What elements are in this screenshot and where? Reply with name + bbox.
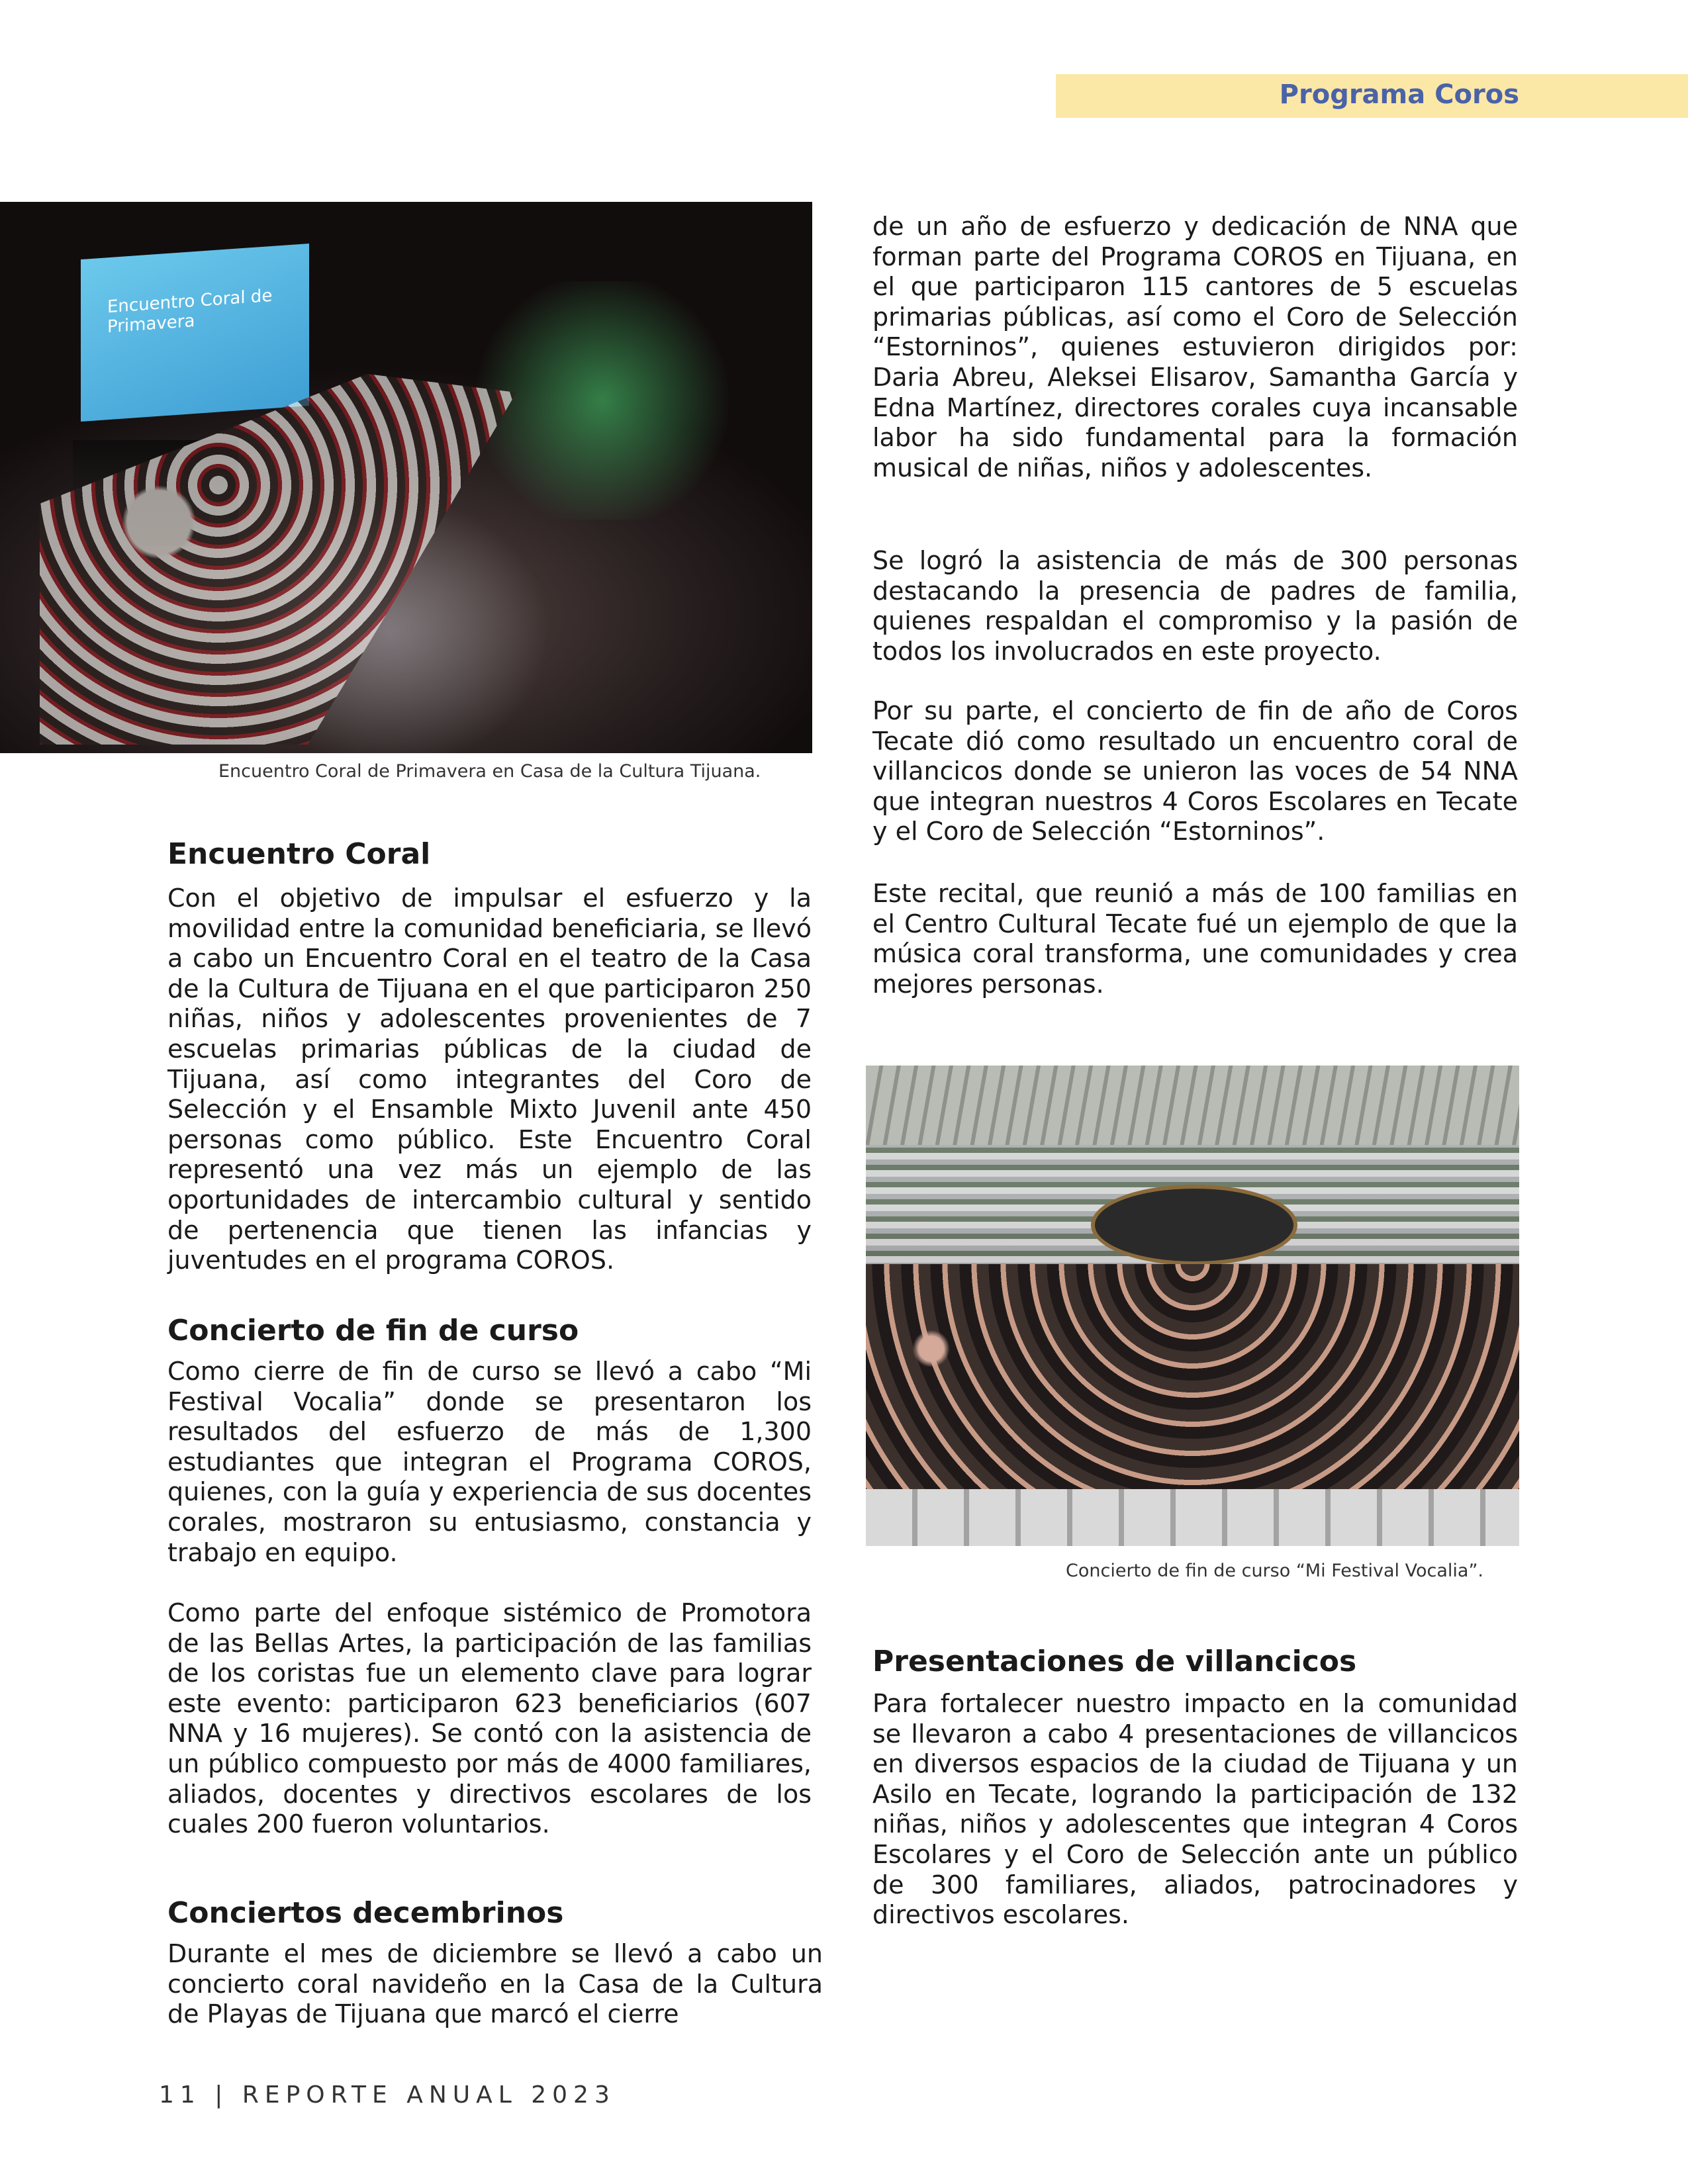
paragraph: Como parte del enfoque sistémico de Promotora de las Bellas Artes, la participación de las familias de los coristas fue un elemento clave para lograr este evento: participaron 623 beneficiarios (607 NNA y 16 mujeres). Se contó con la asistencia de un público compuesto por más de 4000 familiares, aliados, docentes y directivos escolares de los cuales 200 fueron voluntarios. xyxy=(167,1598,812,1839)
photo-caption: Encuentro Coral de Primavera en Casa de la Cultura Tijuana. xyxy=(218,761,761,782)
paragraph: Durante el mes de diciembre se llevó a cabo un concierto coral navideño en la Casa de la Cultura de Playas de Tijuana que marcó el cierre xyxy=(167,1939,823,2029)
paragraph: Para fortalecer nuestro impacto en la comunidad se llevaron a cabo 4 presentaciones de villancicos en diversos espacios de la ciudad de Tijuana y un Asilo en Tecate, logrando la participación de 132 niñas, niños y adolescentes que integran 4 Coros Escolares y el Coro de Selección ante un público de 300 familiares, aliados, patrocinadores y directivos escolares. xyxy=(872,1689,1518,1930)
paragraph: Este recital, que reunió a más de 100 familias en el Centro Cultural Tecate fué un ejemplo de que la música coral transforma, une comunidades y crea mejores personas. xyxy=(872,879,1518,999)
photo-caption: Concierto de fin de curso “Mi Festival Vocalia”. xyxy=(1066,1561,1484,1581)
section-label: Programa Coros xyxy=(1279,79,1519,110)
arena-roof xyxy=(866,1066,1519,1145)
arena-concert-photo xyxy=(866,1066,1519,1546)
paragraph: Se logró la asistencia de más de 300 personas destacando la presencia de padres de familia, quienes respaldan el compromiso y la pasión de todos los involucrados en este proyecto. xyxy=(872,546,1518,666)
page-footer: 11 | REPORTE ANUAL 2023 xyxy=(159,2081,616,2109)
projection-screen xyxy=(81,244,309,422)
section-heading: Encuentro Coral xyxy=(167,837,431,871)
arena-stage xyxy=(1091,1185,1297,1265)
paragraph: Por su parte, el concierto de fin de año de Coros Tecate dió como resultado un encuentro coral de villancicos donde se unieron las voces de 54 NNA que integran nuestros 4 Coros Escolares en Tecate y el Coro de Selección “Estorninos”. xyxy=(872,696,1518,846)
paragraph: de un año de esfuerzo y dedicación de NNA que forman parte del Programa COROS en Tijuana, en el que participaron 115 cantores de 5 escuelas primarias públicas, así como el Coro de Selección “Estorninos”, quienes estuvieron dirigidos por: Daria Abreu, Aleksei Elisarov, Samantha García y Edna Martínez, directores corales cuya incansable labor ha sido fundamental para la formación musical de niñas, niños y adolescentes. xyxy=(872,212,1518,482)
paragraph: Con el objetivo de impulsar el esfuerzo y la movilidad entre la comunidad beneficiaria, se llevó a cabo un Encuentro Coral en el teatro de la Casa de la Cultura de Tijuana en el que participaron 250 niñas, niños y adolescentes provenientes de 7 escuelas primarias públicas de la ciudad de Tijuana, así como integrantes del Coro de Selección y el Ensamble Mixto Juvenil ante 450 personas como público. Este Encuentro Coral representó una vez más un ejemplo de las oportunidades de intercambio cultural y sentido de pertenencia que tienen las infancias y juventudes en el programa COROS. xyxy=(167,884,812,1275)
choir-stage-photo xyxy=(0,202,812,753)
paragraph: Como cierre de fin de curso se llevó a cabo “Mi Festival Vocalia” donde se presentaron los resultados del esfuerzo de más de 1,300 estudiantes que integran el Programa COROS, quienes, con la guía y experiencia de sus docentes corales, mostraron su entusiasmo, constancia y trabajo en equipo. xyxy=(167,1357,812,1567)
section-heading: Presentaciones de villancicos xyxy=(872,1645,1357,1678)
screen-title: Encuentro Coral de Primavera xyxy=(107,285,273,338)
section-tab xyxy=(1056,74,1688,118)
seats xyxy=(866,1489,1519,1546)
section-heading: Concierto de fin de curso xyxy=(167,1314,579,1347)
section-heading: Conciertos decembrinos xyxy=(167,1896,564,1930)
